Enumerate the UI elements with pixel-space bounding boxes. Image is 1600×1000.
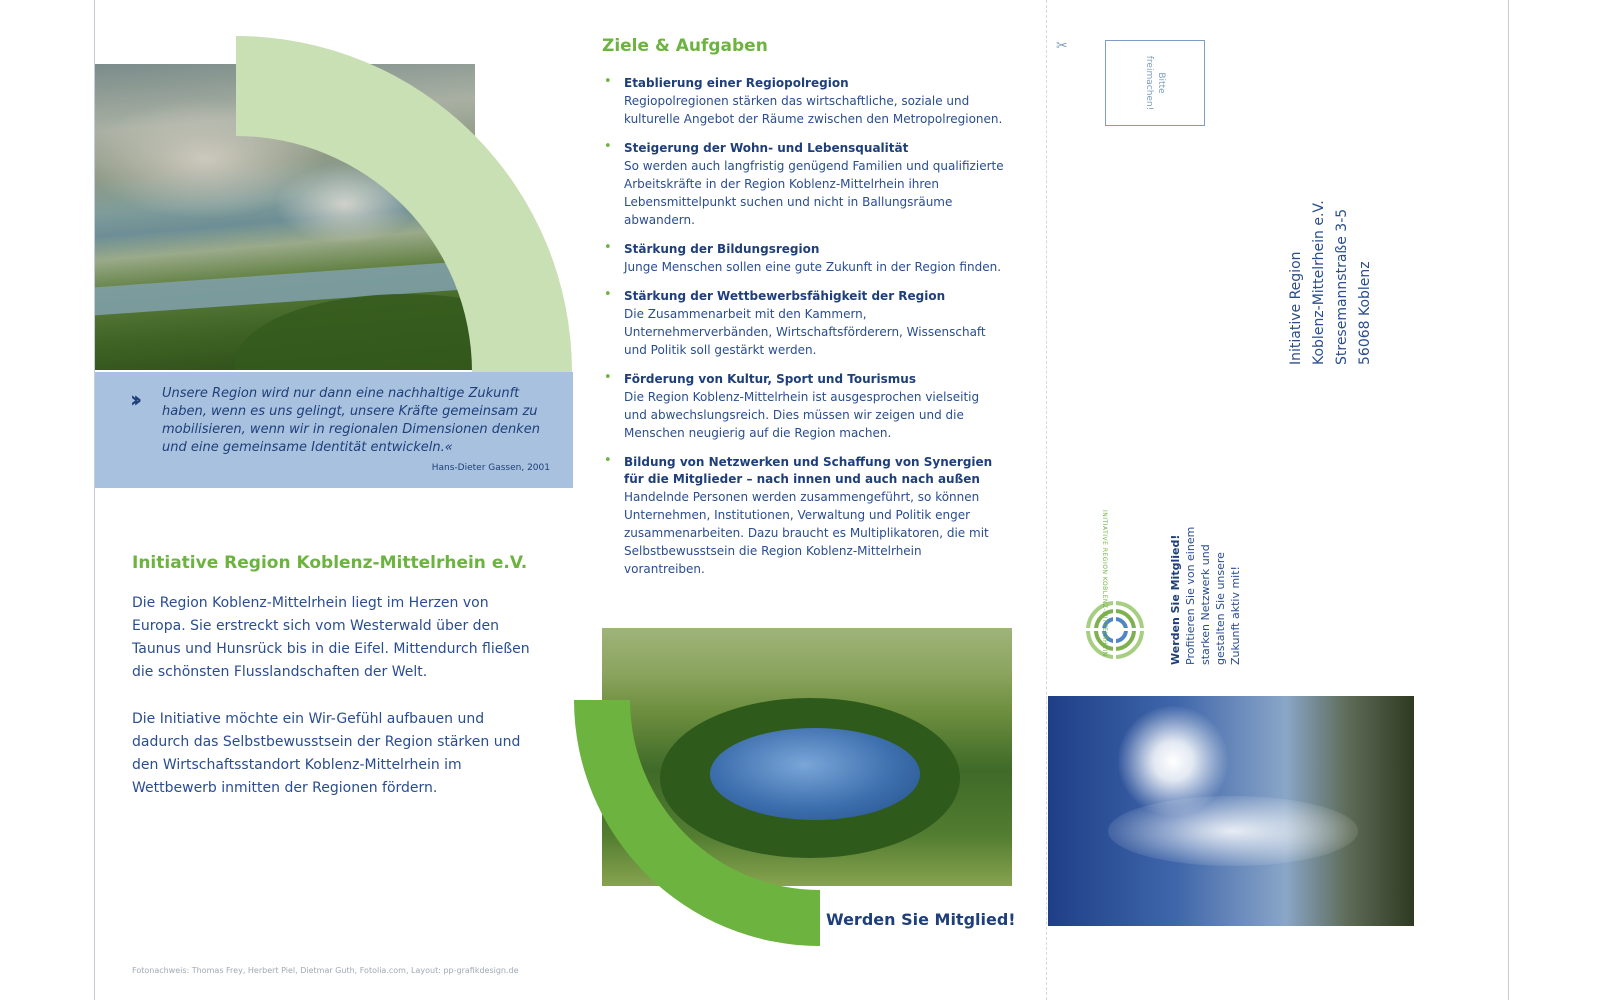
goal-item	[604, 371, 1004, 442]
sheet-right-edge	[1508, 0, 1509, 1000]
org-logo-icon	[1085, 600, 1145, 660]
fold-line	[1046, 0, 1047, 1000]
address-line-4: 56068 Koblenz	[1357, 261, 1373, 365]
green-arc-decoration	[574, 700, 824, 950]
goal-description: So werden auch langfristig genügend Familien und qualifizierte Arbeitskräfte in der Region Koblenz-Mittelrhein ihren Lebensmittelpunkt suchen und nicht in Ballungsräume abwandern.	[624, 159, 1004, 227]
address-line-2: Koblenz-Mittelrhein e.V.	[1311, 200, 1327, 365]
goal-description: Die Region Koblenz-Mittelrhein ist ausgesprochen vielseitig und abwechslungsreich. Dies müssen wir zeigen und die Menschen neugierig auf die Region machen.	[624, 390, 980, 440]
goal-item	[604, 454, 1004, 578]
quote-chevron-icon: ››	[130, 388, 137, 413]
light-green-arc-decoration	[236, 36, 576, 376]
sky-fountain-photo	[1048, 696, 1414, 926]
address-block	[1285, 175, 1475, 365]
goal-title: Stärkung der Wettbewerbsfähigkeit der Region	[624, 289, 946, 303]
intro-paragraph-2: Die Initiative möchte ein Wir-Gefühl aufbauen und dadurch das Selbstbewusstsein der Region stärken und den Wirtschaftsstandort Koblenz-Mittelrhein im Wettbewerb inmitten der Regionen fördern.	[132, 711, 521, 796]
goal-item	[604, 288, 1004, 359]
bullet-icon: •	[604, 240, 612, 255]
stamp-text-line-2: freimachen!	[1144, 55, 1154, 111]
quote-text: Unsere Region wird nur dann eine nachhaltige Zukunft haben, wenn es uns gelingt, unsere Kräfte gemeinsam zu mobilisieren, wenn wir in regionalen Dimensionen denken und eine gemeinsame Identität entwickeln.«	[162, 386, 540, 455]
membership-text: Profitieren Sie von einem starken Netzwerk und gestalten Sie unsere Zukunft aktiv mit!	[1184, 526, 1242, 665]
goal-description: Die Zusammenarbeit mit den Kammern, Unternehmerverbänden, Wirtschaftsförderern, Wissenschaft und Politik soll gestärkt werden.	[624, 307, 986, 357]
membership-block	[1168, 525, 1328, 665]
address-text	[1285, 175, 1377, 365]
photo-credits: Fotonachweis: Thomas Frey, Herbert Piel, Dietmar Guth, Fotolia.com, Layout: pp-grafikdesign.de	[132, 966, 519, 975]
goal-description: Junge Menschen sollen eine gute Zukunft in der Region finden.	[624, 260, 1002, 274]
org-title: Initiative Region Koblenz-Mittelrhein e.V.	[132, 553, 528, 573]
bullet-icon: •	[604, 370, 612, 385]
bullet-icon: •	[604, 453, 612, 468]
goals-list	[604, 75, 1004, 590]
goal-description: Regiopolregionen stärken das wirtschaftliche, soziale und kulturelle Angebot der Räume zwischen den Metropolregionen.	[624, 94, 1003, 126]
bullet-icon: •	[604, 74, 612, 89]
bullet-icon: •	[604, 287, 612, 302]
photo-fountain-spray	[1108, 796, 1358, 866]
stamp-text	[1143, 56, 1167, 111]
scissors-icon: ✂	[1056, 38, 1068, 54]
quote-author: Hans-Dieter Gassen, 2001	[431, 463, 550, 473]
intro-paragraph-1: Die Region Koblenz-Mittelrhein liegt im Herzen von Europa. Sie erstreckt sich vom Westerwald über den Taunus und Hunsrück bis in die Eifel. Mittendurch fließen die schönsten Flusslandschaften der Welt.	[132, 595, 530, 680]
goal-item	[604, 241, 1004, 276]
goal-title: Etablierung einer Regiopolregion	[624, 76, 849, 90]
goal-title: Steigerung der Wohn- und Lebensqualität	[624, 141, 909, 155]
join-cta-label: Werden Sie Mitglied!	[826, 910, 1016, 929]
goal-description: Handelnde Personen werden zusammengeführt, so können Unternehmen, Institutionen, Verwaltung und Politik enger zusammenarbeiten. Dazu braucht es Multiplikatoren, die mit Selbstbewusstsein die Region Koblenz-Mittelrhein vorantreiben.	[624, 490, 989, 576]
goal-title: Bildung von Netzwerken und Schaffung von Synergien für die Mitglieder – nach innen und auch nach außen	[624, 455, 993, 486]
goal-title: Stärkung der Bildungsregion	[624, 242, 820, 256]
goal-item	[604, 75, 1004, 128]
address-line-3: Stresemannstraße 3-5	[1334, 208, 1350, 365]
stamp-text-line-1: Bitte	[1156, 72, 1166, 94]
membership-title: Werden Sie Mitglied!	[1169, 534, 1182, 665]
membership-text-rotated	[1168, 525, 1243, 665]
bullet-icon: •	[604, 139, 612, 154]
address-line-1: Initiative Region	[1288, 251, 1304, 365]
stamp-box	[1105, 40, 1205, 126]
logo-wordmark: INITIATIVE REGION KOBLENZ-MITTELRHEIN	[1101, 510, 1108, 657]
goal-item	[604, 140, 1004, 229]
goal-title: Förderung von Kultur, Sport und Tourismus	[624, 372, 916, 386]
goals-title: Ziele & Aufgaben	[602, 36, 768, 56]
